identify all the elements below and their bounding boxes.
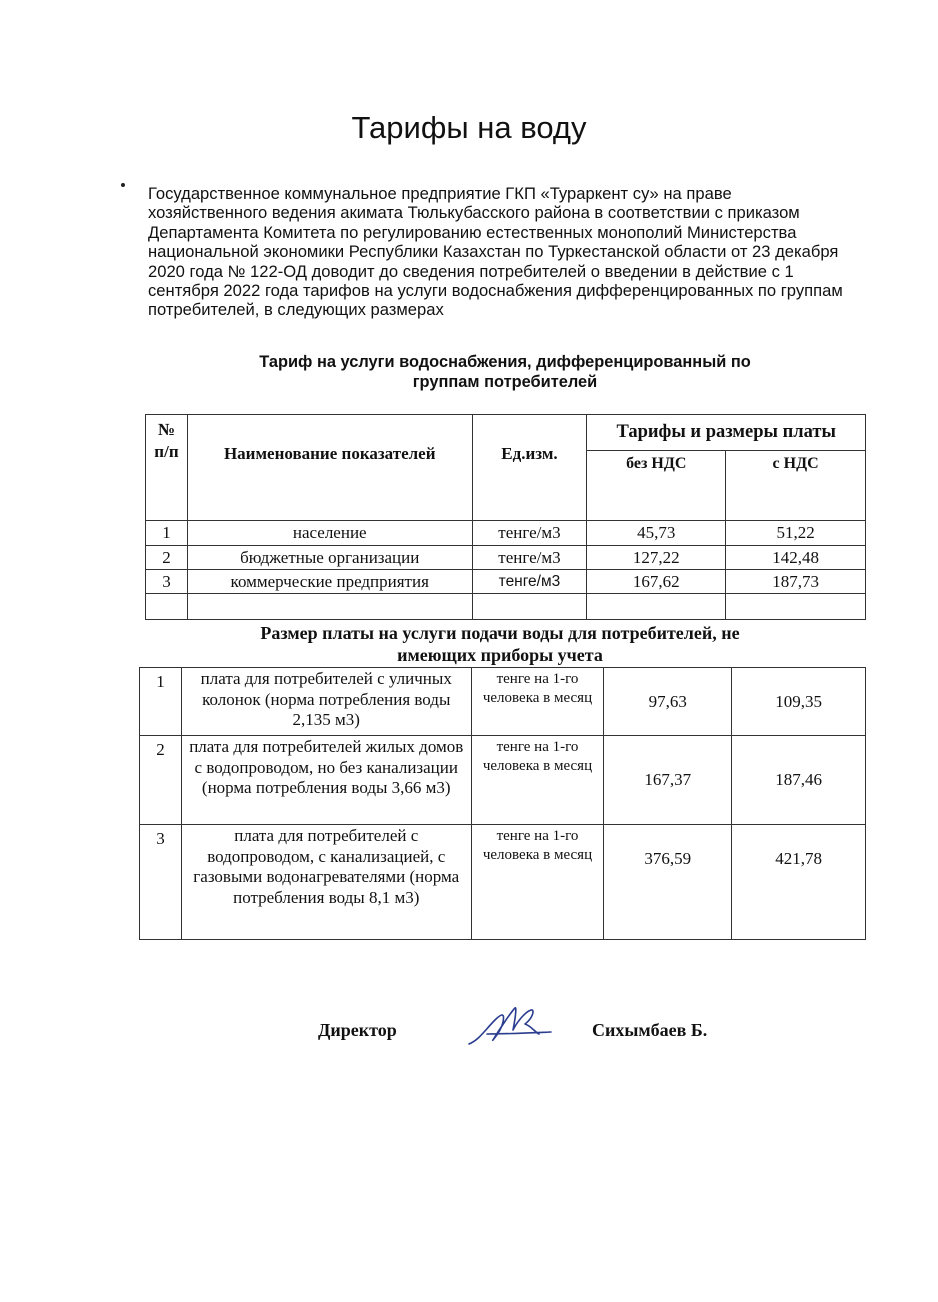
page-title: Тарифы на воду bbox=[351, 110, 587, 145]
row-unit: тенге на 1-го человека в месяц bbox=[471, 668, 604, 736]
empty-cell bbox=[726, 594, 866, 620]
header-unit: Ед.изм. bbox=[472, 415, 587, 521]
intro-paragraph: Государственное коммунальное предприятие ГКП «Тураркент су» на праве хозяйственного ведения акимата Тюлькубасского района в соответствии с приказом Департамента Комитета по регулированию естественных монополий Министерства национальной экономики Республики Казахстан по Туркестанской области от 23 декабря 2020 года № 122-ОД доводит до сведения потребителей о введении в действие с 1 сентября 2022 года тарифов на услуги водоснабжения дифференцированных по группам потребителей, в следующих размерах bbox=[148, 184, 843, 320]
row-unit: тенге/м3 bbox=[472, 546, 587, 570]
empty-cell bbox=[187, 594, 472, 620]
row-without-vat: 167,62 bbox=[587, 570, 726, 594]
row-without-vat: 127,22 bbox=[587, 546, 726, 570]
row-name: плата для потребителей жилых домов с водопроводом, но без канализации (норма потребления воды 3,66 м3) bbox=[181, 736, 471, 825]
row-name: население bbox=[187, 521, 472, 546]
row-num: 1 bbox=[140, 668, 182, 736]
tariff-table bbox=[145, 414, 866, 620]
row-without-vat: 97,63 bbox=[604, 668, 732, 736]
empty-cell bbox=[146, 594, 188, 620]
empty-cell bbox=[587, 594, 726, 620]
table-row-empty bbox=[146, 594, 866, 620]
tariff-table-title-line-2: группам потребителей bbox=[412, 373, 598, 391]
row-unit: тенге на 1-го человека в месяц bbox=[471, 825, 604, 940]
row-num: 2 bbox=[140, 736, 182, 825]
table-row bbox=[140, 668, 866, 736]
signatory-position: Директор bbox=[318, 1020, 397, 1040]
row-unit: тенге/м3 bbox=[472, 521, 587, 546]
table-row bbox=[140, 736, 866, 825]
row-with-vat: 187,46 bbox=[732, 736, 866, 825]
header-with-vat: с НДС bbox=[726, 451, 866, 521]
table-row bbox=[146, 570, 866, 594]
header-num-line-2: п/п bbox=[154, 442, 179, 461]
norm-table-title-line-2: имеющих приборы учета bbox=[397, 645, 603, 665]
row-num: 3 bbox=[146, 570, 188, 594]
table-row bbox=[146, 546, 866, 570]
row-with-vat: 187,73 bbox=[726, 570, 866, 594]
row-with-vat: 421,78 bbox=[732, 825, 866, 940]
signatory-name: Сихымбаев Б. bbox=[592, 1020, 708, 1040]
table-row bbox=[146, 521, 866, 546]
norm-table-title bbox=[180, 622, 820, 666]
row-without-vat: 45,73 bbox=[587, 521, 726, 546]
norm-table bbox=[139, 667, 866, 940]
row-with-vat: 51,22 bbox=[726, 521, 866, 546]
row-num: 1 bbox=[146, 521, 188, 546]
header-num-line-1: № bbox=[157, 420, 176, 439]
row-name: бюджетные организации bbox=[187, 546, 472, 570]
row-num: 3 bbox=[140, 825, 182, 940]
table-row bbox=[140, 825, 866, 940]
row-name: коммерческие предприятия bbox=[187, 570, 472, 594]
row-num: 2 bbox=[146, 546, 188, 570]
row-without-vat: 376,59 bbox=[604, 825, 732, 940]
row-unit: тенге на 1-го человека в месяц bbox=[471, 736, 604, 825]
header-without-vat: без НДС bbox=[587, 451, 726, 521]
bullet-mark bbox=[121, 183, 125, 187]
row-name: плата для потребителей с уличных колонок (норма потребления воды 2,135 м3) bbox=[181, 668, 471, 736]
norm-table-title-line-1: Размер платы на услуги подачи воды для потребителей, не bbox=[260, 623, 740, 643]
row-unit: тенге/м3 bbox=[472, 570, 587, 594]
handwritten-signature bbox=[465, 1000, 555, 1058]
row-with-vat: 109,35 bbox=[732, 668, 866, 736]
header-name: Наименование показателей bbox=[187, 415, 472, 521]
header-tariffs: Тарифы и размеры платы bbox=[587, 415, 866, 451]
signature-block bbox=[0, 1018, 938, 1058]
row-without-vat: 167,37 bbox=[604, 736, 732, 825]
empty-cell bbox=[472, 594, 587, 620]
header-num bbox=[146, 415, 188, 521]
tariff-table-title bbox=[200, 352, 810, 392]
row-with-vat: 142,48 bbox=[726, 546, 866, 570]
tariff-table-title-line-1: Тариф на услуги водоснабжения, дифференцированный по bbox=[259, 353, 751, 371]
row-name: плата для потребителей с водопроводом, с канализацией, с газовыми водонагревателями (норма потребления воды 8,1 м3) bbox=[181, 825, 471, 940]
